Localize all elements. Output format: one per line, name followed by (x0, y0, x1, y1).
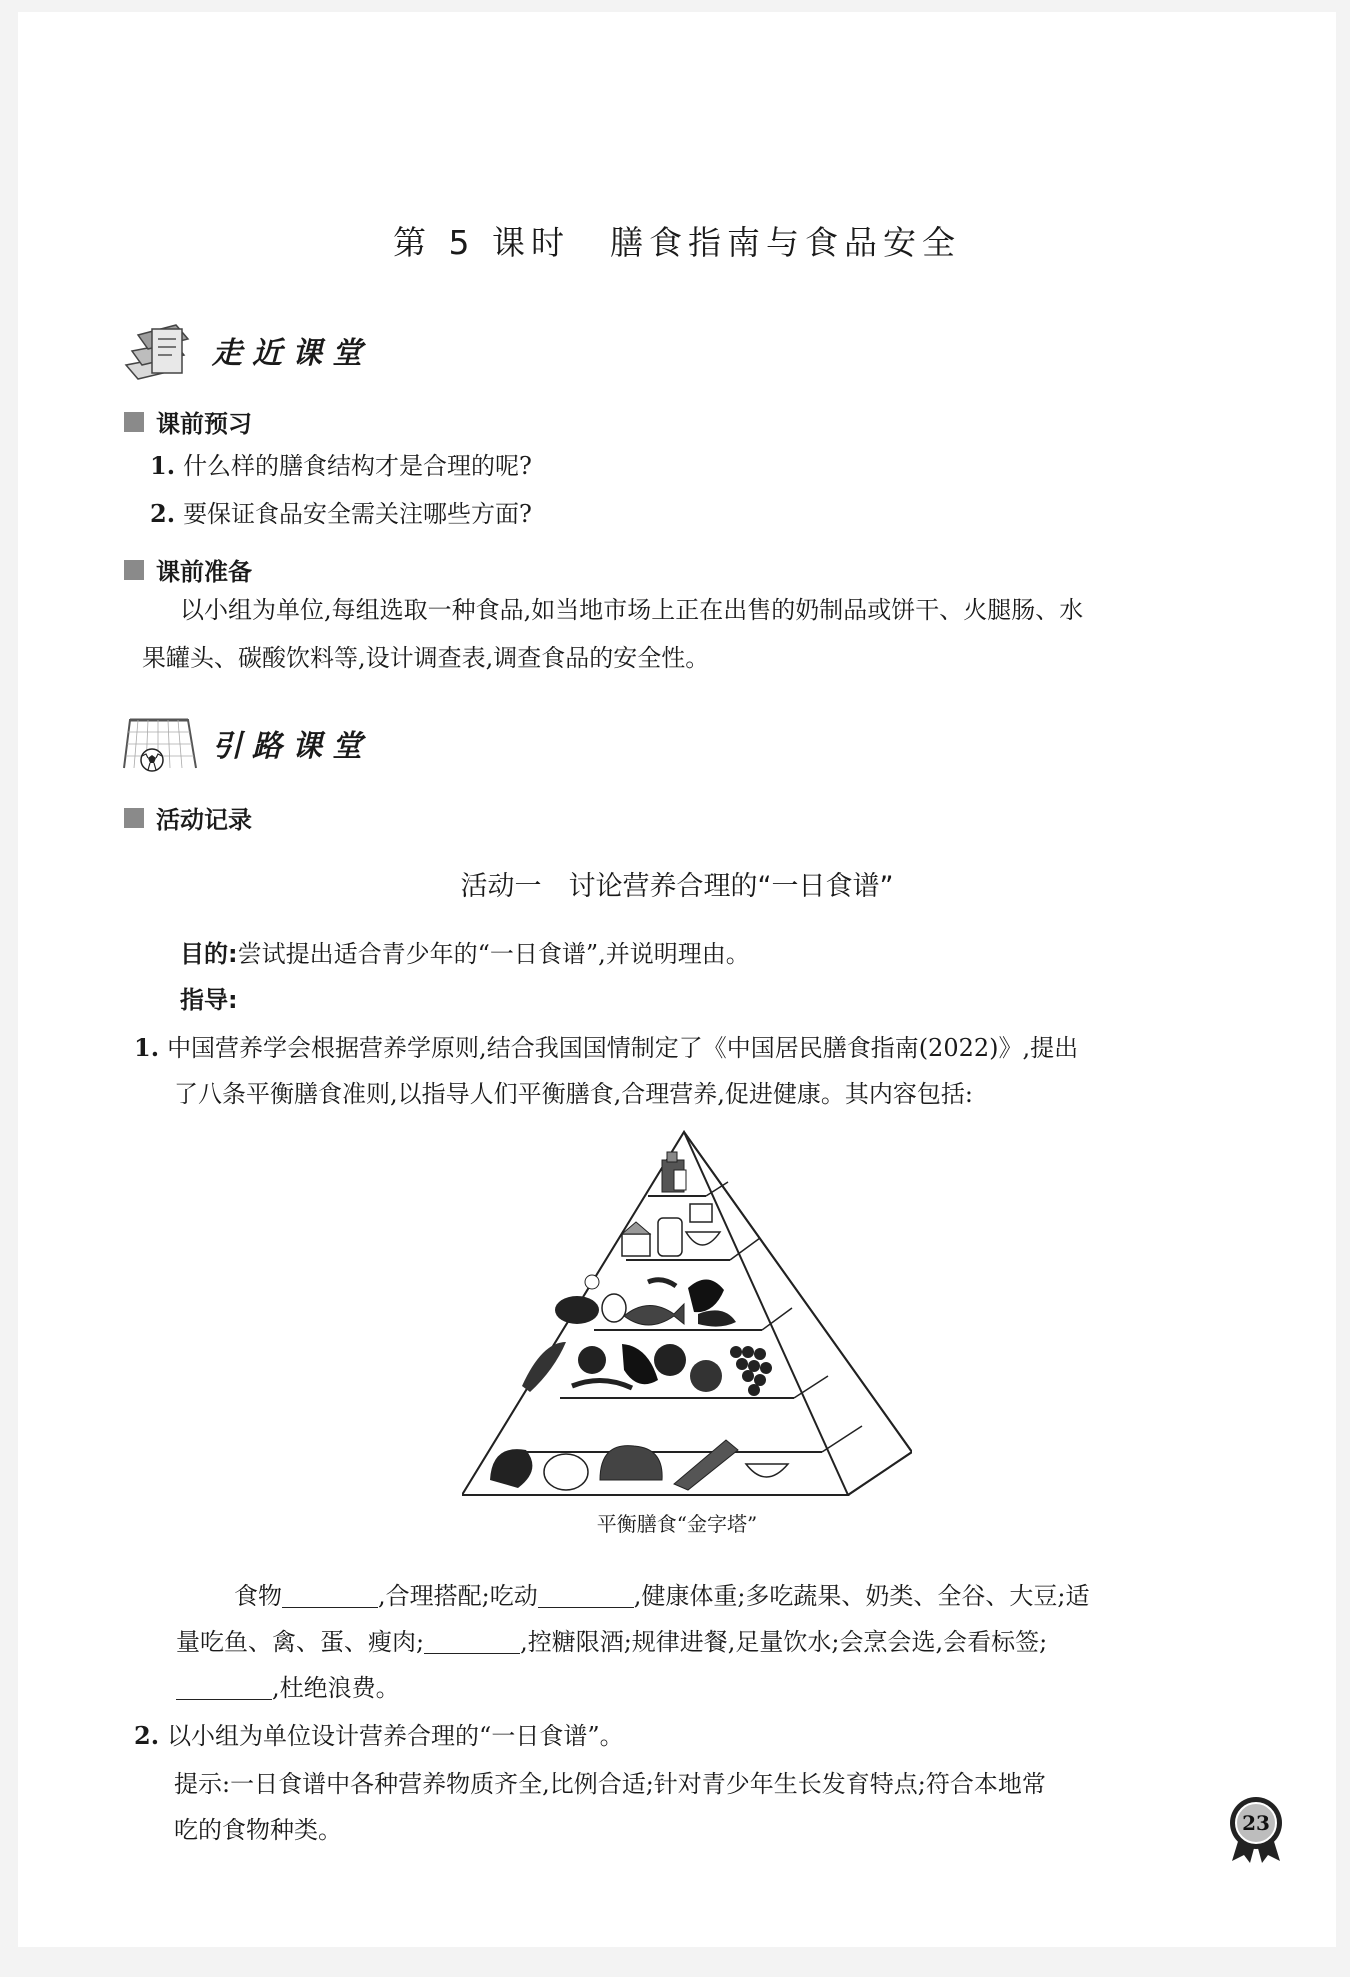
prep-heading: 课前准备 (124, 552, 252, 587)
banner-yinlu (118, 705, 372, 780)
answer-blank-2[interactable] (538, 1583, 634, 1608)
lesson-number: 第 5 课时 (393, 223, 570, 262)
preview-heading: 课前预习 (124, 404, 252, 439)
square-bullet-icon (124, 412, 144, 432)
ribbon-badge-icon (1226, 1795, 1286, 1865)
guide-item-1-line-1: 1. 中国营养学会根据营养学原则,结合我国国情制定了《中国居民膳食指南(2022)》,提出 (134, 1033, 1079, 1062)
preview-question-1: 1. 什么样的膳食结构才是合理的呢? (150, 451, 532, 480)
guide-item-2: 2. 以小组为单位设计营养合理的“一日食谱”。 (134, 1721, 624, 1750)
banner-yinlu-text: 引路课堂 (212, 728, 372, 764)
square-bullet-icon (124, 560, 144, 580)
lesson-topic: 膳食指南与食品安全 (609, 223, 961, 262)
soccer-goal-icon (118, 710, 198, 776)
food-pyramid-illustration (462, 1130, 912, 1500)
pyramid-caption: 平衡膳食“金字塔” (596, 1512, 758, 1536)
lesson-title (18, 217, 1336, 264)
prep-text-line-1: 以小组为单位,每组选取一种食品,如当地市场上正在出售的奶制品或饼干、火腿肠、水 (180, 596, 1084, 624)
fill-line-2: 量吃鱼、禽、蛋、瘦肉; ,控糖限酒;规律进餐,足量饮水;会烹会选,会看标签; (176, 1628, 1048, 1656)
fill-line-3: ,杜绝浪费。 (176, 1672, 400, 1704)
answer-blank-1[interactable] (282, 1583, 378, 1608)
hint-line-1: 提示:一日食谱中各种营养物质齐全,比例合适;针对青少年生长发育特点;符合本地常 (174, 1770, 1046, 1798)
guide-item-1-line-2: 了八条平衡膳食准则,以指导人们平衡膳食,合理营养,促进健康。其内容包括: (174, 1080, 973, 1108)
answer-blank-4[interactable] (176, 1675, 272, 1700)
activity-heading: 活动记录 (124, 800, 252, 835)
textbook-page (18, 12, 1336, 1947)
square-bullet-icon (124, 808, 144, 828)
banner-zoujin (118, 312, 372, 387)
books-icon (118, 317, 198, 383)
hint-line-2: 吃的食物种类。 (174, 1816, 342, 1844)
preview-question-2: 2. 要保证食品安全需关注哪些方面? (150, 499, 532, 528)
purpose-line: 目的:尝试提出适合青少年的“一日食谱”,并说明理由。 (180, 940, 750, 968)
page-number: 23 (1242, 1811, 1270, 1835)
page-number-badge (1226, 1795, 1286, 1869)
fill-line-1: 食物 ,合理搭配;吃动 ,健康体重;多吃蔬果、奶类、全谷、大豆;适 (234, 1582, 1090, 1610)
banner-zoujin-text: 走近课堂 (212, 335, 372, 371)
guide-label: 指导: (180, 986, 238, 1014)
prep-text-line-2: 果罐头、碳酸饮料等,设计调查表,调查食品的安全性。 (142, 644, 710, 672)
answer-blank-3[interactable] (424, 1629, 520, 1654)
activity-title: 活动一 讨论营养合理的“一日食谱” (460, 871, 894, 902)
